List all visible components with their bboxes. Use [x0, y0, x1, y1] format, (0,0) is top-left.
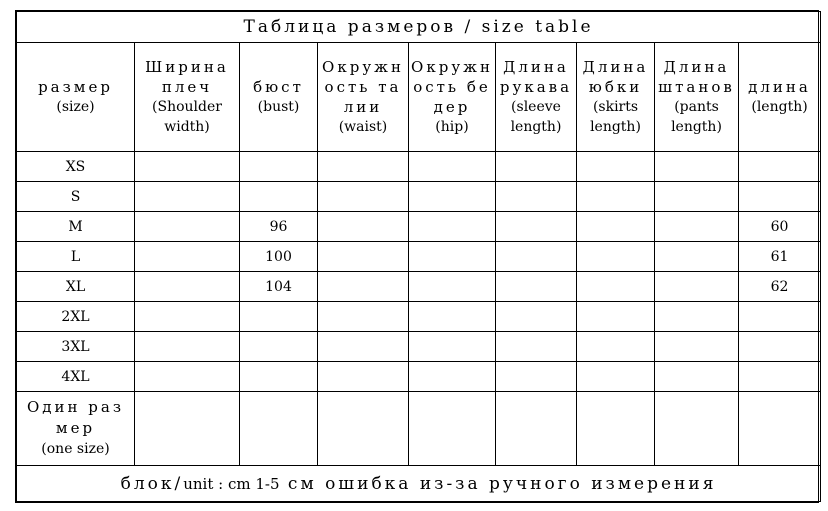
column-header-ru: бюст [253, 78, 304, 96]
table-cell [318, 182, 409, 212]
column-header-ru: Окружность талии [322, 58, 404, 116]
table-cell [135, 362, 240, 392]
one-size-label-ru: Один размер [26, 398, 125, 437]
column-header [240, 43, 318, 152]
table-cell: 100 [240, 242, 318, 272]
column-header-ru: Окружность бедер [411, 58, 493, 116]
column-header [577, 43, 655, 152]
table-cell [135, 242, 240, 272]
table-cell [496, 152, 577, 182]
table-cell [409, 182, 496, 212]
table-cell [135, 272, 240, 302]
table-cell [409, 332, 496, 362]
table-cell [655, 242, 739, 272]
table-cell [577, 302, 655, 332]
table-cell [409, 272, 496, 302]
table-cell [135, 152, 240, 182]
table-cell [496, 392, 577, 466]
table-cell [577, 362, 655, 392]
table-cell [496, 302, 577, 332]
table-cell: 61 [739, 242, 821, 272]
table-cell [496, 182, 577, 212]
header-row [17, 43, 821, 152]
table-cell [577, 392, 655, 466]
column-header-en: (hip) [435, 119, 469, 135]
table-cell [577, 152, 655, 182]
table-cell [655, 182, 739, 212]
size-label: S [17, 182, 135, 212]
footer-note [17, 466, 821, 502]
footer-prefix: блок/ [120, 473, 184, 494]
table-cell [655, 392, 739, 466]
column-header [409, 43, 496, 152]
column-header-en: (sleeve length) [510, 99, 562, 135]
table-cell [135, 332, 240, 362]
column-header-en: (pants length) [671, 99, 722, 135]
footer-unit: unit : cm 1-5 [183, 474, 280, 493]
table-cell [240, 182, 318, 212]
table-cell [655, 152, 739, 182]
size-label: XL [17, 272, 135, 302]
table-cell [318, 242, 409, 272]
size-label: 3XL [17, 332, 135, 362]
table-cell [739, 332, 821, 362]
table-cell [739, 392, 821, 466]
table-cell: 96 [240, 212, 318, 242]
table-cell [496, 362, 577, 392]
column-header-en: (Shoulder width) [152, 99, 222, 135]
table-cell [135, 302, 240, 332]
table-title: Таблица размеров / size table [17, 12, 821, 43]
table-cell [318, 212, 409, 242]
one-size-row [17, 392, 821, 466]
size-label: M [17, 212, 135, 242]
table-cell [409, 242, 496, 272]
column-header [318, 43, 409, 152]
table-cell [655, 212, 739, 242]
table-cell [655, 362, 739, 392]
table-cell [318, 272, 409, 302]
table-cell [577, 212, 655, 242]
table-row [17, 182, 821, 212]
table-cell [739, 182, 821, 212]
size-label: 2XL [17, 302, 135, 332]
table-cell [409, 362, 496, 392]
table-cell [318, 392, 409, 466]
table-cell: 60 [739, 212, 821, 242]
column-header-en: (length) [751, 99, 808, 115]
column-header [739, 43, 821, 152]
table-cell [409, 152, 496, 182]
table-cell [240, 332, 318, 362]
table-body [17, 152, 821, 392]
table-cell [409, 302, 496, 332]
column-header-ru: Длина рукава [499, 58, 573, 96]
size-table [16, 11, 821, 502]
column-header-ru: размер [38, 78, 113, 96]
table-cell [318, 362, 409, 392]
table-cell [135, 392, 240, 466]
table-cell [739, 152, 821, 182]
size-table-sheet [15, 10, 819, 503]
table-cell [496, 332, 577, 362]
table-cell [496, 272, 577, 302]
column-header-en: (waist) [338, 119, 388, 135]
table-cell [577, 272, 655, 302]
table-cell [318, 152, 409, 182]
table-cell [318, 302, 409, 332]
table-cell [655, 302, 739, 332]
footer-suffix: см ошибка из-за ручного измерения [279, 473, 717, 494]
column-header-ru: длина [748, 78, 811, 96]
table-cell [135, 212, 240, 242]
size-label: 4XL [17, 362, 135, 392]
column-header [135, 43, 240, 152]
table-cell [577, 242, 655, 272]
table-cell [318, 332, 409, 362]
table-cell [655, 332, 739, 362]
table-cell [496, 242, 577, 272]
table-row [17, 332, 821, 362]
table-cell [240, 302, 318, 332]
table-row [17, 212, 821, 242]
table-cell [655, 272, 739, 302]
one-size-label-en: (one size) [41, 441, 110, 457]
table-cell [240, 392, 318, 466]
table-row [17, 242, 821, 272]
table-cell [135, 182, 240, 212]
one-size-label [17, 392, 135, 466]
column-header-en: (skirts length) [590, 99, 641, 135]
column-header-ru: Ширина плеч [145, 58, 229, 96]
table-row [17, 272, 821, 302]
table-cell [739, 302, 821, 332]
table-cell [739, 362, 821, 392]
column-header-en: (size) [56, 99, 95, 115]
table-cell: 104 [240, 272, 318, 302]
size-label: XS [17, 152, 135, 182]
table-cell [577, 182, 655, 212]
table-cell: 62 [739, 272, 821, 302]
table-row [17, 152, 821, 182]
table-row [17, 302, 821, 332]
column-header [496, 43, 577, 152]
table-cell [240, 362, 318, 392]
table-cell [409, 392, 496, 466]
column-header-ru: Длина юбки [582, 58, 649, 96]
column-header-ru: Длина штанов [658, 58, 735, 96]
table-cell [409, 212, 496, 242]
table-cell [240, 152, 318, 182]
size-label: L [17, 242, 135, 272]
table-cell [577, 332, 655, 362]
table-cell [496, 212, 577, 242]
column-header [17, 43, 135, 152]
column-header-en: (bust) [257, 99, 300, 115]
column-header [655, 43, 739, 152]
table-row [17, 362, 821, 392]
